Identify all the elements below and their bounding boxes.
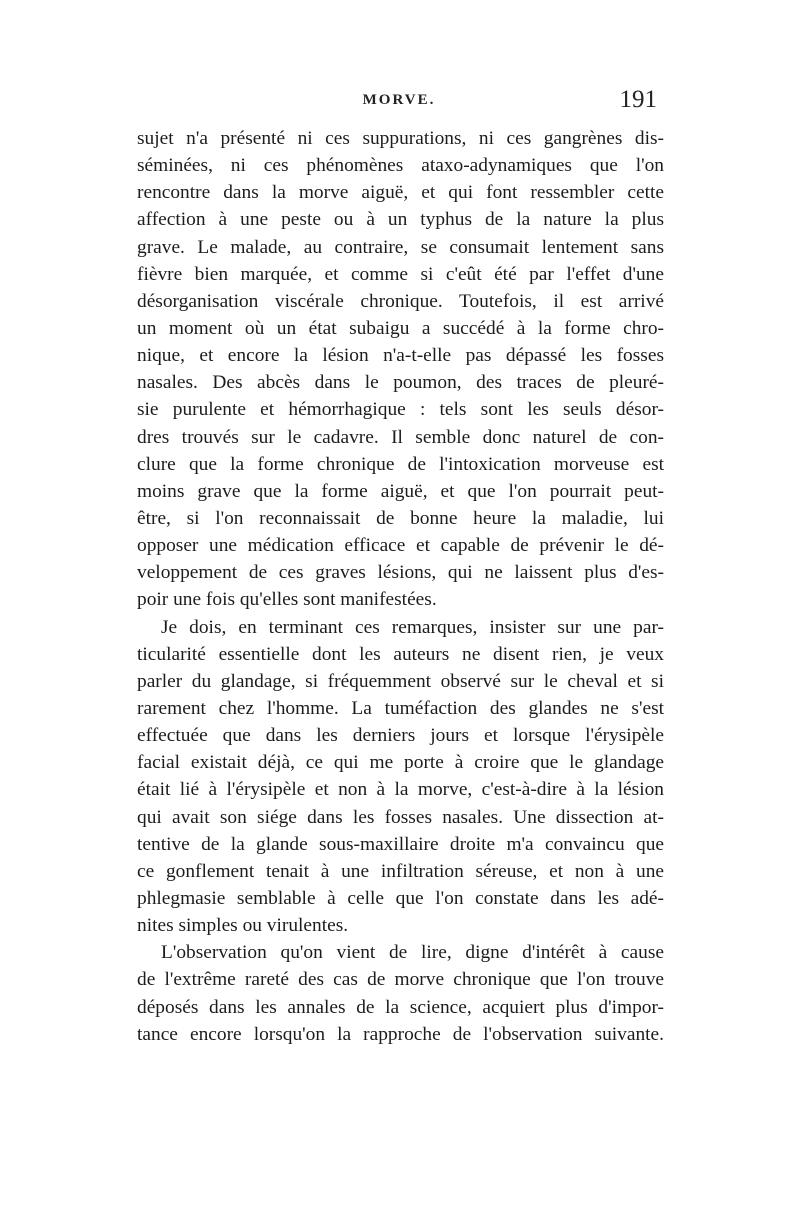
text-line: nique, et encore la lésion n'a-t-elle pas dépassé les fosses: [137, 345, 664, 367]
text-line: rarement chez l'homme. La tuméfaction des glandes ne s'est: [137, 697, 664, 719]
text-line: tentive de la glande sous-maxillaire droite m'a convaincu que: [137, 833, 664, 855]
text-line: Je dois, en terminant ces remarques, insister sur une par-: [161, 616, 664, 638]
paragraph-1: [137, 125, 664, 614]
body-text: [137, 125, 664, 1048]
page-number: 191: [619, 86, 657, 113]
text-line: un moment où un état subaigu a succédé à la forme chro-: [137, 317, 664, 339]
text-line: affection à une peste ou à un typhus de la nature la plus: [137, 209, 664, 231]
text-line: facial existait déjà, ce qui me porte à croire que le glandage: [137, 752, 664, 774]
text-line: effectuée que dans les derniers jours et lorsque l'érysipèle: [137, 725, 664, 747]
page-header: [137, 88, 661, 118]
text-line: nites simples ou virulentes.: [137, 915, 349, 937]
text-line: fièvre bien marquée, et comme si c'eût été par l'effet d'une: [137, 263, 664, 285]
text-line: opposer une médication efficace et capable de prévenir le dé-: [137, 535, 664, 557]
text-line: était lié à l'érysipèle et non à la morve, c'est-à-dire à la lésion: [137, 779, 664, 801]
text-line: sie purulente et hémorrhagique : tels sont les seuls désor-: [137, 399, 664, 421]
text-line: rencontre dans la morve aiguë, et qui font ressembler cette: [137, 182, 664, 204]
text-line: grave. Le malade, au contraire, se consumait lentement sans: [137, 236, 664, 258]
text-line: ticularité essentielle dont les auteurs ne disent rien, je veux: [137, 643, 664, 665]
text-line: L'observation qu'on vient de lire, digne d'intérêt à cause: [161, 942, 664, 964]
text-line: moins grave que la forme aiguë, et que l'on pourrait peut-: [137, 480, 664, 502]
text-line: désorganisation viscérale chronique. Toutefois, il est arrivé: [137, 290, 664, 312]
text-line: clure que la forme chronique de l'intoxication morveuse est: [137, 453, 664, 475]
text-line: poir une fois qu'elles sont manifestées.: [137, 589, 437, 611]
paragraph-2: [137, 614, 664, 940]
text-line: phlegmasie semblable à celle que l'on constate dans les adé-: [137, 887, 664, 909]
text-line: dres trouvés sur le cadavre. Il semble donc naturel de con-: [137, 426, 664, 448]
paragraph-3: [137, 939, 664, 1048]
text-line: nasales. Des abcès dans le poumon, des traces de pleuré-: [137, 372, 664, 394]
text-line: ce gonflement tenait à une infiltration séreuse, et non à une: [137, 860, 664, 882]
text-line: parler du glandage, si fréquemment observé sur le cheval et si: [137, 670, 664, 692]
text-line: qui avait son siége dans les fosses nasales. Une dissection at-: [137, 806, 664, 828]
text-line: déposés dans les annales de la science, acquiert plus d'impor-: [137, 996, 664, 1018]
text-line: de l'extrême rareté des cas de morve chronique que l'on trouve: [137, 969, 664, 991]
text-line: être, si l'on reconnaissait de bonne heure la maladie, lui: [137, 507, 664, 529]
running-title: MORVE.: [362, 92, 436, 108]
text-line: sujet n'a présenté ni ces suppurations, ni ces gangrènes dis-: [137, 128, 664, 149]
text-line: séminées, ni ces phénomènes ataxo-adynamiques que l'on: [137, 155, 664, 177]
text-line: veloppement de ces graves lésions, qui ne laissent plus d'es-: [137, 562, 664, 584]
text-line: tance encore lorsqu'on la rapproche de l'observation suivante.: [137, 1023, 664, 1045]
